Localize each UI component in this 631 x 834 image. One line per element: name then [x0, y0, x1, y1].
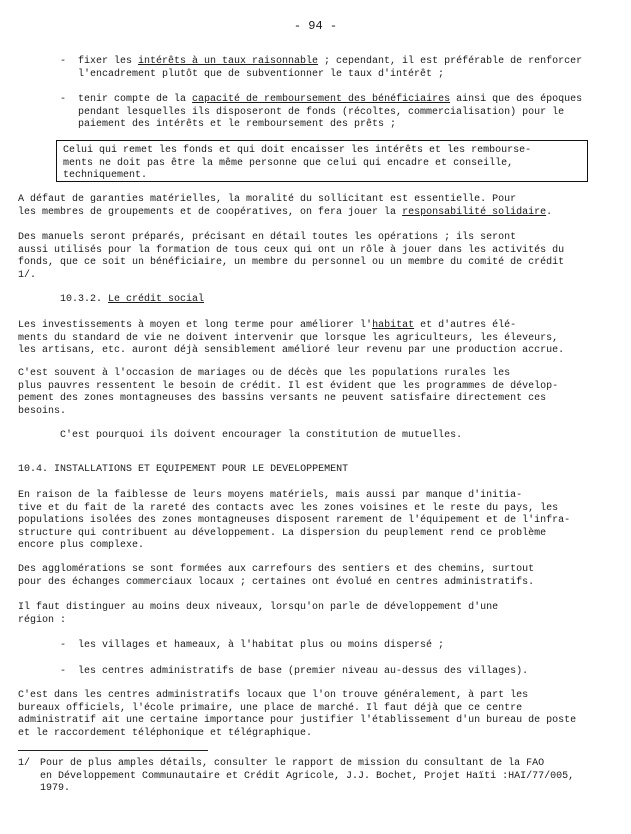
bullet-text-post: ainsi que des époques pendant lesquelles ils disposeront de fonds (récoltes, commercialisation) pour le paiement des intérêts et le remboursement des prêts ; [78, 94, 583, 130]
bullet-text-pre: tenir compte de la [78, 94, 193, 105]
underlined-phrase: habitat [372, 320, 415, 331]
paragraph-weakness: En raison de la faiblesse de leurs moyens matériels, mais aussi par manque d'initia- tive et du fait de la rareté des contacts avec les zones voisines et le reste du pays, les populations isolées des zones montagneuses disposent rarement de l'équipement et de l'infra- structure qui contribuent au développement. La dispersion du peuplement rend ce problème encore plus complexe. [18, 490, 571, 551]
paragraph-text: Les investissements à moyen et long terme pour améliorer l' [18, 320, 373, 331]
section-number: 10.4. [18, 464, 49, 475]
bullet-interest-rate [78, 56, 618, 81]
bullet-dash: - [60, 640, 67, 651]
paragraph-agglomerations: Des agglomérations se sont formées aux carrefours des sentiers et des chemins, surtout pour des échanges commerciaux locaux ; certaines ont évolué en centres administratifs. [18, 564, 535, 588]
underlined-phrase: intérêts à un taux raisonnable [138, 56, 319, 67]
underlined-phrase: responsabilité solidaire [402, 206, 547, 218]
level-item-villages: les villages et hameaux, à l'habitat plus ou moins dispersé ; [78, 640, 445, 651]
bullet-repayment-capacity [78, 94, 618, 132]
boxed-note-text: Celui qui remet les fonds et qui doit encaisser les intérêts et les rembourse- ments ne doit pas être la même personne que celui qui encadre et conseille, techniquement. [63, 145, 532, 181]
underlined-phrase: capacité de remboursement des bénéficiaires [192, 94, 451, 105]
paragraph-guarantees [18, 194, 618, 219]
paragraph-text: et d'autres élé- ments du standard de vie ne doivent intervenir que lorsque les agriculteurs, les éleveurs, les artisans, etc. auront déjà sensiblement amélioré leur revenu par une production accrue. [18, 320, 565, 356]
paragraph-investments [18, 320, 618, 358]
paragraph-levels: Il faut distinguer au moins deux niveaux, lorsqu'on parle de développement d'une région : [18, 602, 499, 626]
bullet-text-post: ; cependant, il est préférable de renforcer l'encadrement plutôt que de subventionner le taux d'intérêt ; [78, 56, 583, 80]
footnote-text: Pour de plus amples détails, consulter le rapport de mission du consultant de la FAO en Développement Communautaire et Crédit Agricole, J.J. Bochet, Projet Haïti :HAI/77/005, 1979. [40, 758, 575, 794]
paragraph-mutuals: C'est pourquoi ils doivent encourager la constitution de mutuelles. [60, 430, 463, 441]
section-heading-10-4 [18, 464, 348, 477]
paragraph-text: A défaut de garanties matérielles, la moralité du sollicitant est essentielle. Pour les membres de groupements et de coopératives, on fera jouer la [18, 194, 517, 218]
paragraph-marriages: C'est souvent à l'occasion de mariages ou de décès que les populations rurales les plus pauvres ressentent le besoin de crédit. Il est évident que les programmes de dévelop- pement des zones montagneuses des bassins versants ne peuvent satisfaire directement ces besoins. [18, 368, 559, 417]
section-title: INSTALLATIONS ET EQUIPEMENT POUR LE DEVELOPPEMENT [54, 464, 349, 475]
bullet-dash: - [60, 56, 67, 67]
boxed-note [56, 140, 588, 182]
bullet-dash: - [60, 94, 67, 105]
paragraph-manuals: Des manuels seront préparés, précisant en détail toutes les opérations ; ils seront aussi utilisés pour la formation de tous ceux qui ont un rôle à jouer dans les activités du fonds, que ce soit un bénéficiaire, un membre du personnel ou un membre du comité de crédit 1/. [18, 232, 565, 281]
paragraph-text: . [546, 206, 553, 218]
section-number: 10.3.2. [60, 294, 103, 305]
bullet-dash: - [60, 666, 67, 677]
bullet-text-pre: fixer les [78, 56, 139, 67]
page-number: - 94 - [293, 19, 338, 33]
section-title: Le crédit social [108, 294, 205, 305]
footnote-marker: 1/ [18, 758, 31, 769]
section-heading-10-3-2 [60, 294, 204, 307]
paragraph-centers: C'est dans les centres administratifs locaux que l'on trouve généralement, à part les bureaux officiels, l'école primaire, une place de marché. Il faut déjà que ce centre administratif ait une certaine importance pour justifier l'établissement d'un bureau de poste et le raccordement téléphonique et télégraphique. [18, 690, 577, 739]
footnote-separator [18, 750, 208, 751]
level-item-admin-centers: les centres administratifs de base (premier niveau au-dessus des villages). [78, 666, 529, 677]
